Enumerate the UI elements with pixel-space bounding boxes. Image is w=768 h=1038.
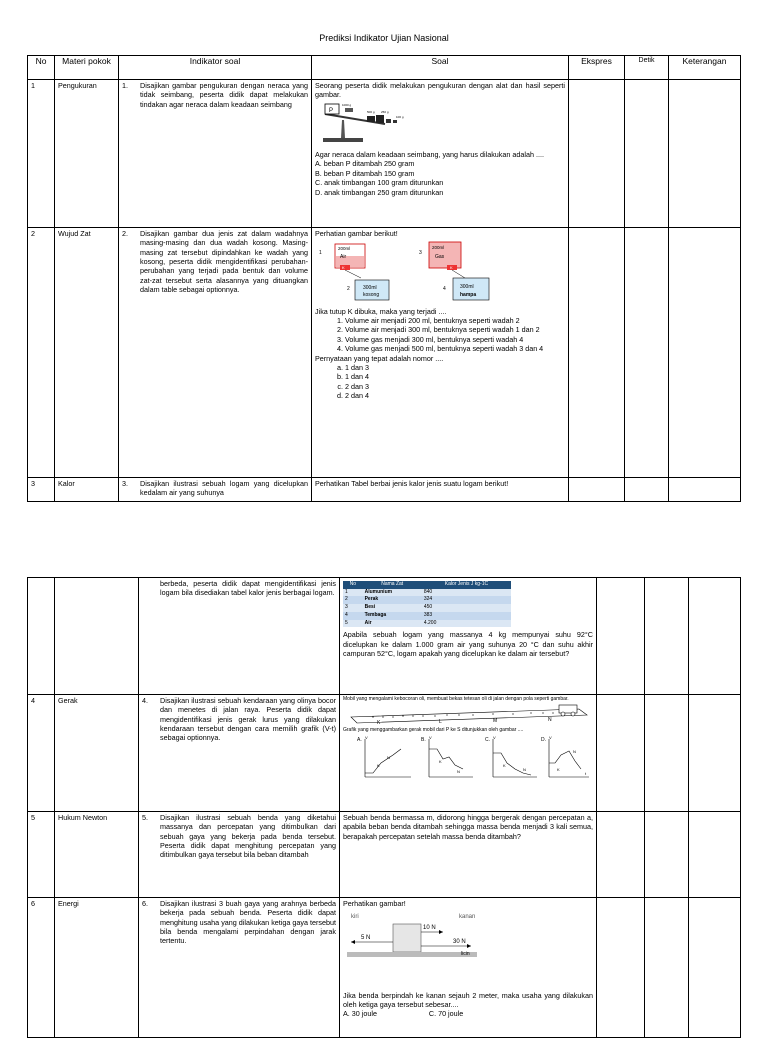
table-row [28, 478, 741, 502]
svg-text:L: L [439, 718, 442, 725]
table-row [28, 695, 741, 812]
table-row [28, 812, 741, 898]
svg-text:K: K [557, 767, 560, 773]
svg-text:K: K [377, 719, 381, 725]
row-no: 3 [28, 478, 55, 502]
indicator-table-page-2 [27, 577, 741, 1038]
svg-text:K: K [439, 759, 442, 765]
row-no: 5 [28, 812, 55, 898]
svg-text:V: V [429, 735, 432, 741]
svg-text:100 g: 100 g [396, 114, 404, 119]
table-row [28, 578, 741, 695]
svg-text:kanan: kanan [459, 914, 476, 921]
svg-text:250 g: 250 g [381, 109, 389, 114]
list-item: 3. Volume gas menjadi 300 ml, bentuknya seperti wadah 4 [345, 335, 565, 344]
list-item: a. 1 dan 3 [345, 363, 565, 372]
svg-text:V: V [549, 735, 552, 741]
table-row: 2 Perak 324 [343, 596, 511, 604]
option-c: C. anak timbangan 100 gram diturunkan [315, 178, 444, 188]
containers-figure [315, 238, 515, 304]
table-row: 5 Air 4.200 [345, 619, 437, 626]
table-row [28, 228, 741, 478]
question-text: Jika tutup K dibuka, maka yang terjadi .... [315, 306, 447, 316]
row-materi: Hukum Newton [55, 812, 139, 898]
header-indikator: Indikator soal [119, 56, 312, 80]
load-p-label: P [329, 107, 334, 114]
header-ekspres: Ekspres [569, 56, 625, 80]
svg-text:200ml: 200ml [338, 246, 351, 252]
balance-scale-figure [315, 100, 425, 144]
svg-text:10 N: 10 N [423, 925, 436, 932]
table-row [28, 80, 741, 228]
list-item: d. 2 dan 4 [345, 391, 565, 400]
svg-text:K: K [450, 265, 453, 271]
svg-text:K: K [503, 763, 506, 769]
svg-text:N: N [573, 749, 576, 755]
header-keterangan: Keterangan [669, 56, 741, 80]
svg-text:N: N [387, 755, 390, 761]
svg-text:kiri: kiri [351, 914, 359, 921]
row-no: 2 [28, 228, 55, 478]
indicator-table-page-1 [27, 55, 741, 502]
row-materi: Energi [55, 898, 139, 1038]
row-indikator: 5. Disajikan ilustrasi sebuah benda yang diketahui massanya dan percepatan yang ditimbulkan dari sebuah gaya yang bekerja pada benda tersebut. Peserta didik dapat menghitung percepatan yang ditimbulkan gaya tersebut bila beban ditambah [142, 813, 336, 860]
table-row: 1 Alumunium 840 [345, 588, 433, 595]
option-list [315, 363, 565, 400]
question-text: Sebuah benda bermassa m, didorong hingga bergerak dengan percepatan a, apabila beban benda ditambah sehingga massa benda menjadi 3 kali semua, berapakah percepatan setelah massa benda ditambah? [340, 812, 597, 898]
oil-drip-road-figure [343, 703, 593, 725]
row-materi: Gerak [55, 695, 139, 812]
graph-option-c [485, 735, 537, 777]
svg-text:300ml: 300ml [460, 284, 474, 291]
question-intro: Perhatikan gambar! [343, 899, 406, 908]
svg-text:3: 3 [419, 250, 422, 257]
svg-text:V: V [493, 735, 496, 741]
svg-text:500 g: 500 g [367, 109, 375, 114]
graph-option-d [541, 735, 589, 777]
figure-caption-2: Grafik yang menggambarkan gerak mobil dari P ke S ditunjukkan oleh gambar .... [343, 726, 524, 733]
specific-heat-table: No Nama Zat Kalor Jenis J kg-1C 1 Alumunium 840 2 Perak 324 3 Besi 450 4 Tembaga 383 5 Air 4.200 [343, 581, 511, 627]
svg-text:C.: C. [485, 737, 490, 744]
row-indikator: 6. Disajikan ilustrasi 3 buah gaya yang arahnya berbeda bekerja pada sebuah benda. Peserta didik dapat menghitung usaha yang dilakukan ketiga gaya tersebut bila benda mengalami perpindahan dengan jarak tertentu. [142, 899, 336, 946]
header-soal: Soal [312, 56, 569, 80]
question-intro: Perhatian gambar berikut! [315, 229, 398, 238]
list-item: b. 1 dan 4 [345, 372, 565, 381]
graph-option-a [357, 735, 411, 777]
question-text: Jika benda berpindah ke kanan sejauh 2 meter, maka usaha yang dilakukan oleh ketiga gaya tersebut sebesar.... [343, 990, 593, 1010]
options-partial: A. 30 joule C. 70 joule [343, 1009, 464, 1019]
question-text: Apabila sebuah logam yang massanya 4 kg mempunyai suhu 92°C dicelupkan ke dalam 1.000 gram air yang suhunya 20 °C dan suhu akhir campuran 52°C, logam apakah yang dicelupkan ke dalam air tersebut? [343, 630, 593, 658]
row-materi: Wujud Zat [55, 228, 119, 478]
question-text: Agar neraca dalam keadaan seimbang, yang harus dilakukan adalah .... [315, 150, 544, 160]
svg-text:30 N: 30 N [453, 939, 466, 946]
header-detik: Detik [625, 56, 669, 80]
row-no: 1 [28, 80, 55, 228]
row-indikator: 2. Disajikan gambar dua jenis zat dalam wadahnya masing-masing dan dua wadah kosong. Masing-masing zat tersebut dipindahkan ke wadah yang kosong, peserta didik mengidentifikasi perubahan-perubahan yang terjadi pada bentuk dan volume zat-zat tersebut serta alasannya yang dituangkan dalam table sebagai optionnya. [122, 229, 308, 295]
row-indikator: 1. Disajikan gambar pengukuran dengan neraca yang tidak seimbang, peserta didik dapat melakukan tindakan agar neraca dalam keadaan seimbang [122, 81, 308, 109]
vt-graph-options [343, 733, 593, 781]
svg-text:300ml: 300ml [363, 285, 377, 292]
option-d: D. anak timbangan 250 gram diturunkan [315, 187, 444, 197]
svg-text:K: K [342, 265, 345, 271]
table-row: 3 Besi 450 [345, 604, 433, 610]
svg-text:V: V [365, 735, 368, 741]
force-block-figure [343, 908, 483, 964]
svg-text:N: N [548, 716, 552, 723]
row-indikator: 4. Disajikan ilustrasi sebuah kendaraan yang olinya bocor dan menetes di jalan raya. Peserta didik dapat mengidentifikasi jenis gerak lurus yang dilakukan kendaraan tersebut dengan cara memilih grafik (V-t) sebagai optionnya. [142, 696, 336, 743]
svg-text:2: 2 [347, 286, 350, 293]
svg-text:A.: A. [357, 737, 362, 744]
figure-caption: Mobil yang mengalami kebocoran oli, membuat bekas tetesan oli di jalan dengan pola seperti gambar. [343, 696, 569, 702]
svg-text:1: 1 [319, 250, 322, 257]
table-row: 4 Tembaga 383 [343, 612, 511, 620]
svg-text:1000 g: 1000 g [342, 102, 352, 107]
statement-list [315, 316, 565, 353]
question-intro: Seorang peserta didik melakukan pengukuran dengan alat dan hasil seperti gambar. [315, 81, 565, 100]
row-materi: Pengukuran [55, 80, 119, 228]
svg-text:B.: B. [421, 737, 426, 744]
svg-text:licin: licin [461, 951, 470, 958]
svg-text:t: t [585, 771, 587, 777]
svg-text:D.: D. [541, 737, 546, 744]
header-no: No [28, 56, 55, 80]
option-a: A. beban P ditambah 250 gram [315, 159, 415, 169]
svg-text:Air: Air [340, 254, 347, 261]
row-no: 4 [28, 695, 55, 812]
svg-text:hampa: hampa [460, 292, 477, 299]
option-b: B. beban P ditambah 150 gram [315, 168, 415, 178]
row-indikator: 3. Disajikan ilustrasi sebuah logam yang dicelupkan kedalam air yang suhunya [122, 479, 308, 498]
list-item: 1. Volume air menjadi 200 ml, bentuknya seperti wadah 2 [345, 316, 565, 325]
svg-text:kosong: kosong [363, 292, 380, 299]
row-materi: Kalor [55, 478, 119, 502]
svg-text:N: N [457, 769, 460, 775]
row-indikator-continued: berbeda, peserta didik dapat mengidentifikasi jenis logam bila disediakan tabel kalor jenis berbagai logam. [160, 579, 336, 598]
list-item: 2. Volume air menjadi 300 ml, bentuknya seperti wadah 1 dan 2 [345, 325, 565, 334]
svg-text:K: K [377, 763, 380, 769]
graph-option-b [421, 735, 473, 777]
row-no: 6 [28, 898, 55, 1038]
svg-text:N: N [523, 767, 526, 773]
list-item: c. 2 dan 3 [345, 382, 565, 391]
svg-text:M: M [493, 717, 498, 724]
svg-text:5 N: 5 N [361, 935, 371, 942]
question-intro: Perhatikan Tabel berbai jenis kalor jenis suatu logam berikut! [312, 478, 569, 502]
question-text-2: Pernyataan yang tepat adalah nomor .... [315, 353, 444, 363]
header-materi: Materi pokok [55, 56, 119, 80]
svg-text:200ml: 200ml [432, 245, 445, 251]
svg-text:4: 4 [443, 286, 446, 293]
list-item: 4. Volume gas menjadi 500 ml, bentuknya seperti wadah 3 dan 4 [345, 344, 565, 353]
page-title: Prediksi Indikator Ujian Nasional [319, 33, 449, 43]
svg-text:Gas: Gas [435, 254, 445, 261]
table-row [28, 898, 741, 1038]
